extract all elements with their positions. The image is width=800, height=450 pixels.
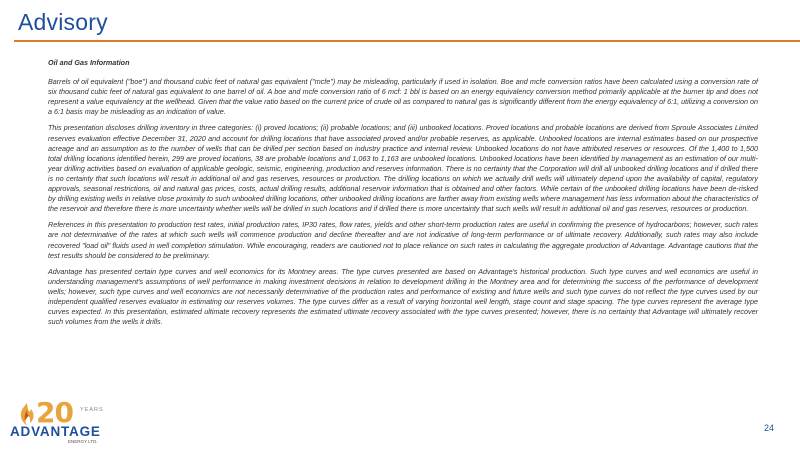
paragraph-drilling-inventory: This presentation discloses drilling inventory in three categories: (i) proved locations; (ii) probable locations; and (iii) unbooked locations. Proved locations and probable locations are derived from Sproule Associates Limited reserves evaluation effective December 31, 2020 and account for drilling locations that have associated proved and/or probable reserves, as applicable. Unbooked locations are internal estimates based on our prospective acreage and an assumption as to the number of wells that can be drilled per section based on industry practice and internal review. Unbooked locations do not have attributed reserves or resources. Of the 1,400 to 1,500 total drilling locations identified herein, 299 are proved locations, 38 are probable locations and 1,063 to 1,163 are unbooked locations. Unbooked locations have been identified by management as an estimation of our multi-year drilling activities based on evaluation of applicable geologic, seismic, engineering, production and reserves information. There is no certainty that the Corporation will drill all unbooked drilling locations and if drilled there is no certainty that such locations will result in additional oil and gas reserves, resources or production. The drilling locations on which we actually drill wells will ultimately depend upon the availability of capital, regulatory approvals, seasonal restrictions, oil and natural gas prices, costs, actual drilling results, additional reservoir information that is obtained and other factors. While certain of the unbooked drilling locations have been de-risked by drilling existing wells in relative close proximity to such unbooked drilling locations, other unbooked drilling locations are farther away from existing wells where management has less information about the characteristics of the reservoir and therefore there is more uncertainty whether wells will be drilled in such locations and if drilled there is more uncertainty that such wells will result in additional oil and gas reserves, resources or production.: [48, 123, 758, 214]
advisory-content: [48, 58, 758, 333]
paragraph-boe: Barrels of oil equivalent ("boe") and thousand cubic feet of natural gas equivalent ("mcfe") may be misleading, particularly if used in isolation. Boe and mcfe conversion ratios have been calculated using a conversion rate of six thousand cubic feet of natural gas equivalent to one barrel of oil. A boe and mcfe conversion ratio of 6 mcf: 1 bbl is based on an energy equivalency conversion method primarily applicable at the burner tip and does not represent a value equivalency at the wellhead. Given that the value ratio based on the current price of crude oil as compared to natural gas is significantly different from the energy equivalency of 6:1, utilizing a conversion on a 6:1 basis may be misleading as an indication of value.: [48, 77, 758, 117]
paragraph-type-curves: Advantage has presented certain type curves and well economics for its Montney areas. The type curves presented are based on Advantage's historical production. Such type curves and well economics are useful in understanding management's assumptions of well performance in making investment decisions in relation to development drilling in the Montney area and for determining the success of the performance of development wells; however, such type curves and well economics are not necessarily determinative of the production rates and performance of existing and future wells and such type curves do not reflect the type curves used by our independent qualified reserves evaluator in estimating our reserves volumes. The type curves differ as a result of varying horizontal well length, stage count and stage spacing. The type curves represent the average type curves expected. In this presentation, estimated ultimate recovery represents the estimated ultimate recovery associated with the type curves presented; however, there is no certainty that Advantage will ultimately recover such volumes from the wells it drills.: [48, 266, 758, 327]
logo-brand: ADVANTAGE: [10, 424, 101, 439]
title-divider: [14, 40, 800, 42]
company-logo: [6, 396, 116, 446]
paragraph-production-rates: References in this presentation to production test rates, initial production rates, IP30 rates, flow rates, yields and other short-term production rates are useful in confirming the presence of hydrocarbons; however, such rates are not determinative of the rates at which such wells will commence production and decline thereafter and are not indicative of long-term performance or of ultimate recovery. Additionally, such rates may also include recovered "load oil" fluids used in well completion stimulation. While encouraging, readers are cautioned not to place reliance on such rates in calculating the aggregate production of Advantage. Advantage cautions that the test results should be considered to be preliminary.: [48, 220, 758, 260]
logo-years: YEARS: [80, 407, 104, 413]
slide-title: Advisory: [18, 9, 108, 35]
page-number: 24: [763, 423, 774, 433]
logo-sub: ENERGY LTD.: [68, 439, 98, 444]
flame-icon: [18, 402, 36, 426]
section-heading: Oil and Gas Information: [48, 58, 130, 67]
logo-twenty: 20: [36, 396, 73, 429]
